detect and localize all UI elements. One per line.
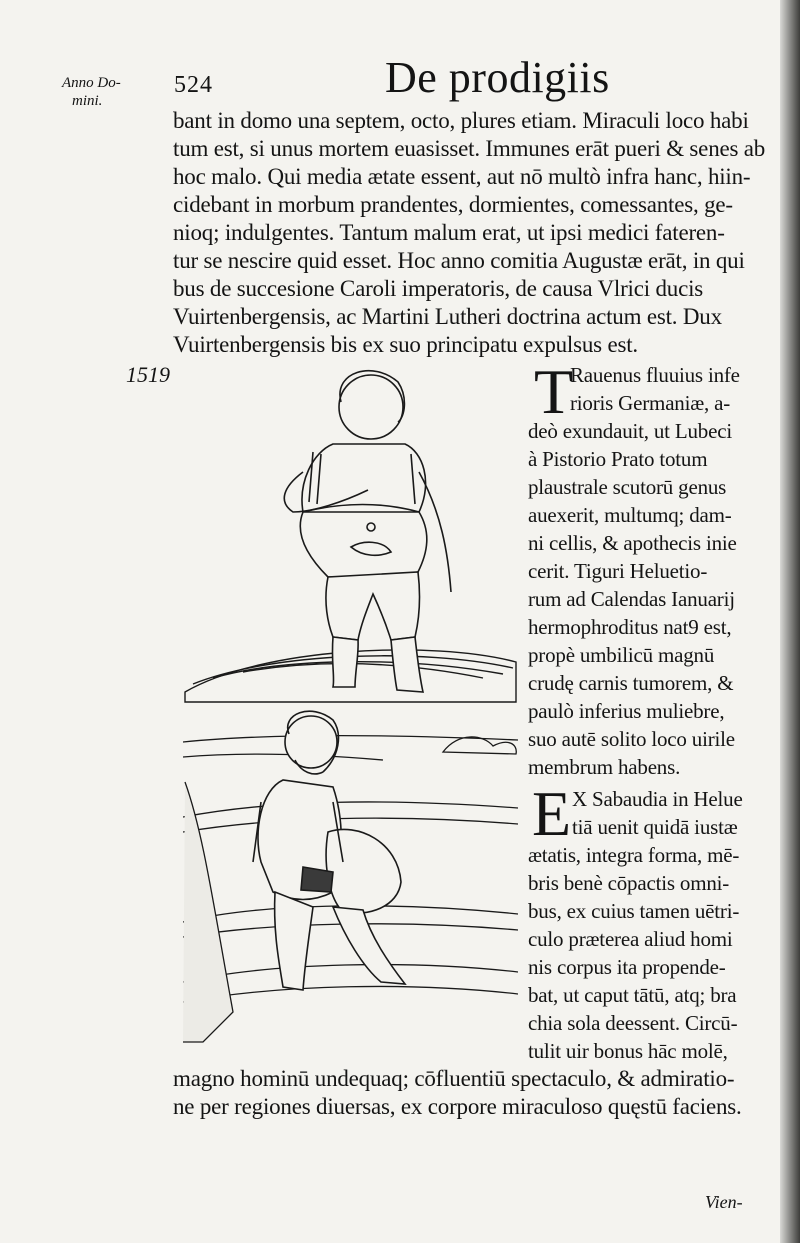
text-line: paulò inferius muliebre, [528,699,725,723]
text-line: bus, ex cuius tamen uētri- [528,899,740,923]
lower-figure [253,711,405,990]
text-line: hoc malo. Qui media ætate essent, aut nō multò infra hanc, hiin- [173,164,751,189]
text-line: cidebant in morbum prandentes, dormientes, comessantes, ge- [173,192,733,217]
text-line: nis corpus ita propende- [528,955,726,979]
text-line: tum est, si unus mortem euasisset. Immunes erāt pueri & senes ab [173,136,766,161]
text-line: tur se nescire quid esset. Hoc anno comitia Augustæ erāt, in qui [173,248,745,273]
margin-note-line: Anno Do- [62,75,121,91]
text-line: nioq; indulgentes. Tantum malum erat, ut ipsi medici fateren- [173,220,725,245]
catchword: Vien- [705,1192,743,1212]
text-line: deò exundauit, ut Lubeci [528,419,732,443]
text-line: magno hominū undequaq; cōfluentiū spectaculo, & admiratio- [173,1066,735,1091]
margin-year: 1519 [126,362,170,387]
text-line: ætatis, integra forma, mē- [528,843,740,867]
text-line: X Sabaudia in Helue [572,787,743,811]
text-line: Vuirtenbergensis, ac Martini Lutheri doctrina actum est. Dux [173,304,722,329]
text-line: hermophroditus nat9 est, [528,615,732,639]
text-line: chia sola deessent. Circū- [528,1011,738,1035]
drop-cap: E [532,778,572,849]
text-line: plaustrale scutorū genus [528,475,727,499]
text-line: auexerit, multumq; dam- [528,503,732,527]
text-line: Vuirtenbergensis bis ex suo principatu expulsus est. [173,332,638,357]
text-line: ni cellis, & apothecis inie [528,531,737,555]
text-line: membrum habens. [528,755,681,779]
text-line: bus de succesione Caroli imperatoris, de causa Vlrici ducis [173,276,704,301]
text-line: tulit uir bonus hāc molē, [528,1039,728,1063]
text-line: cerit. Tiguri Heluetio- [528,559,708,583]
upper-figure [284,371,451,692]
margin-note-line: mini. [72,93,103,109]
text-line: propè umbilicū magnū [528,643,715,667]
text-line: rum ad Calendas Ianuarij [528,587,735,611]
text-line: ne per regiones diuersas, ex corpore miraculoso quęstū faciens. [173,1094,742,1119]
text-line: Rauenus fluuius infe [570,363,740,387]
text-line: rioris Germaniæ, a- [570,391,731,415]
woodcut-illustration [183,362,518,1054]
text-line: suo autē solito loco uirile [528,727,735,751]
text-line: bat, ut caput tātū, atq; bra [528,983,737,1007]
page-number: 524 [174,72,213,98]
text-line: tiā uenit quidā iustæ [572,815,738,839]
running-title: De prodigiis [385,53,610,102]
text-line: bant in domo una septem, octo, plures etiam. Miraculi loco habi [173,108,749,133]
text-line: à Pistorio Prato totum [528,447,708,471]
drop-cap: T [534,356,574,427]
book-gutter-shadow [780,0,800,1243]
text-line: culo præterea aliud homi [528,927,733,951]
margin-note [62,74,162,110]
text-line: bris benè cōpactis omni- [528,871,730,895]
text-line: crudę carnis tumorem, & [528,671,734,695]
